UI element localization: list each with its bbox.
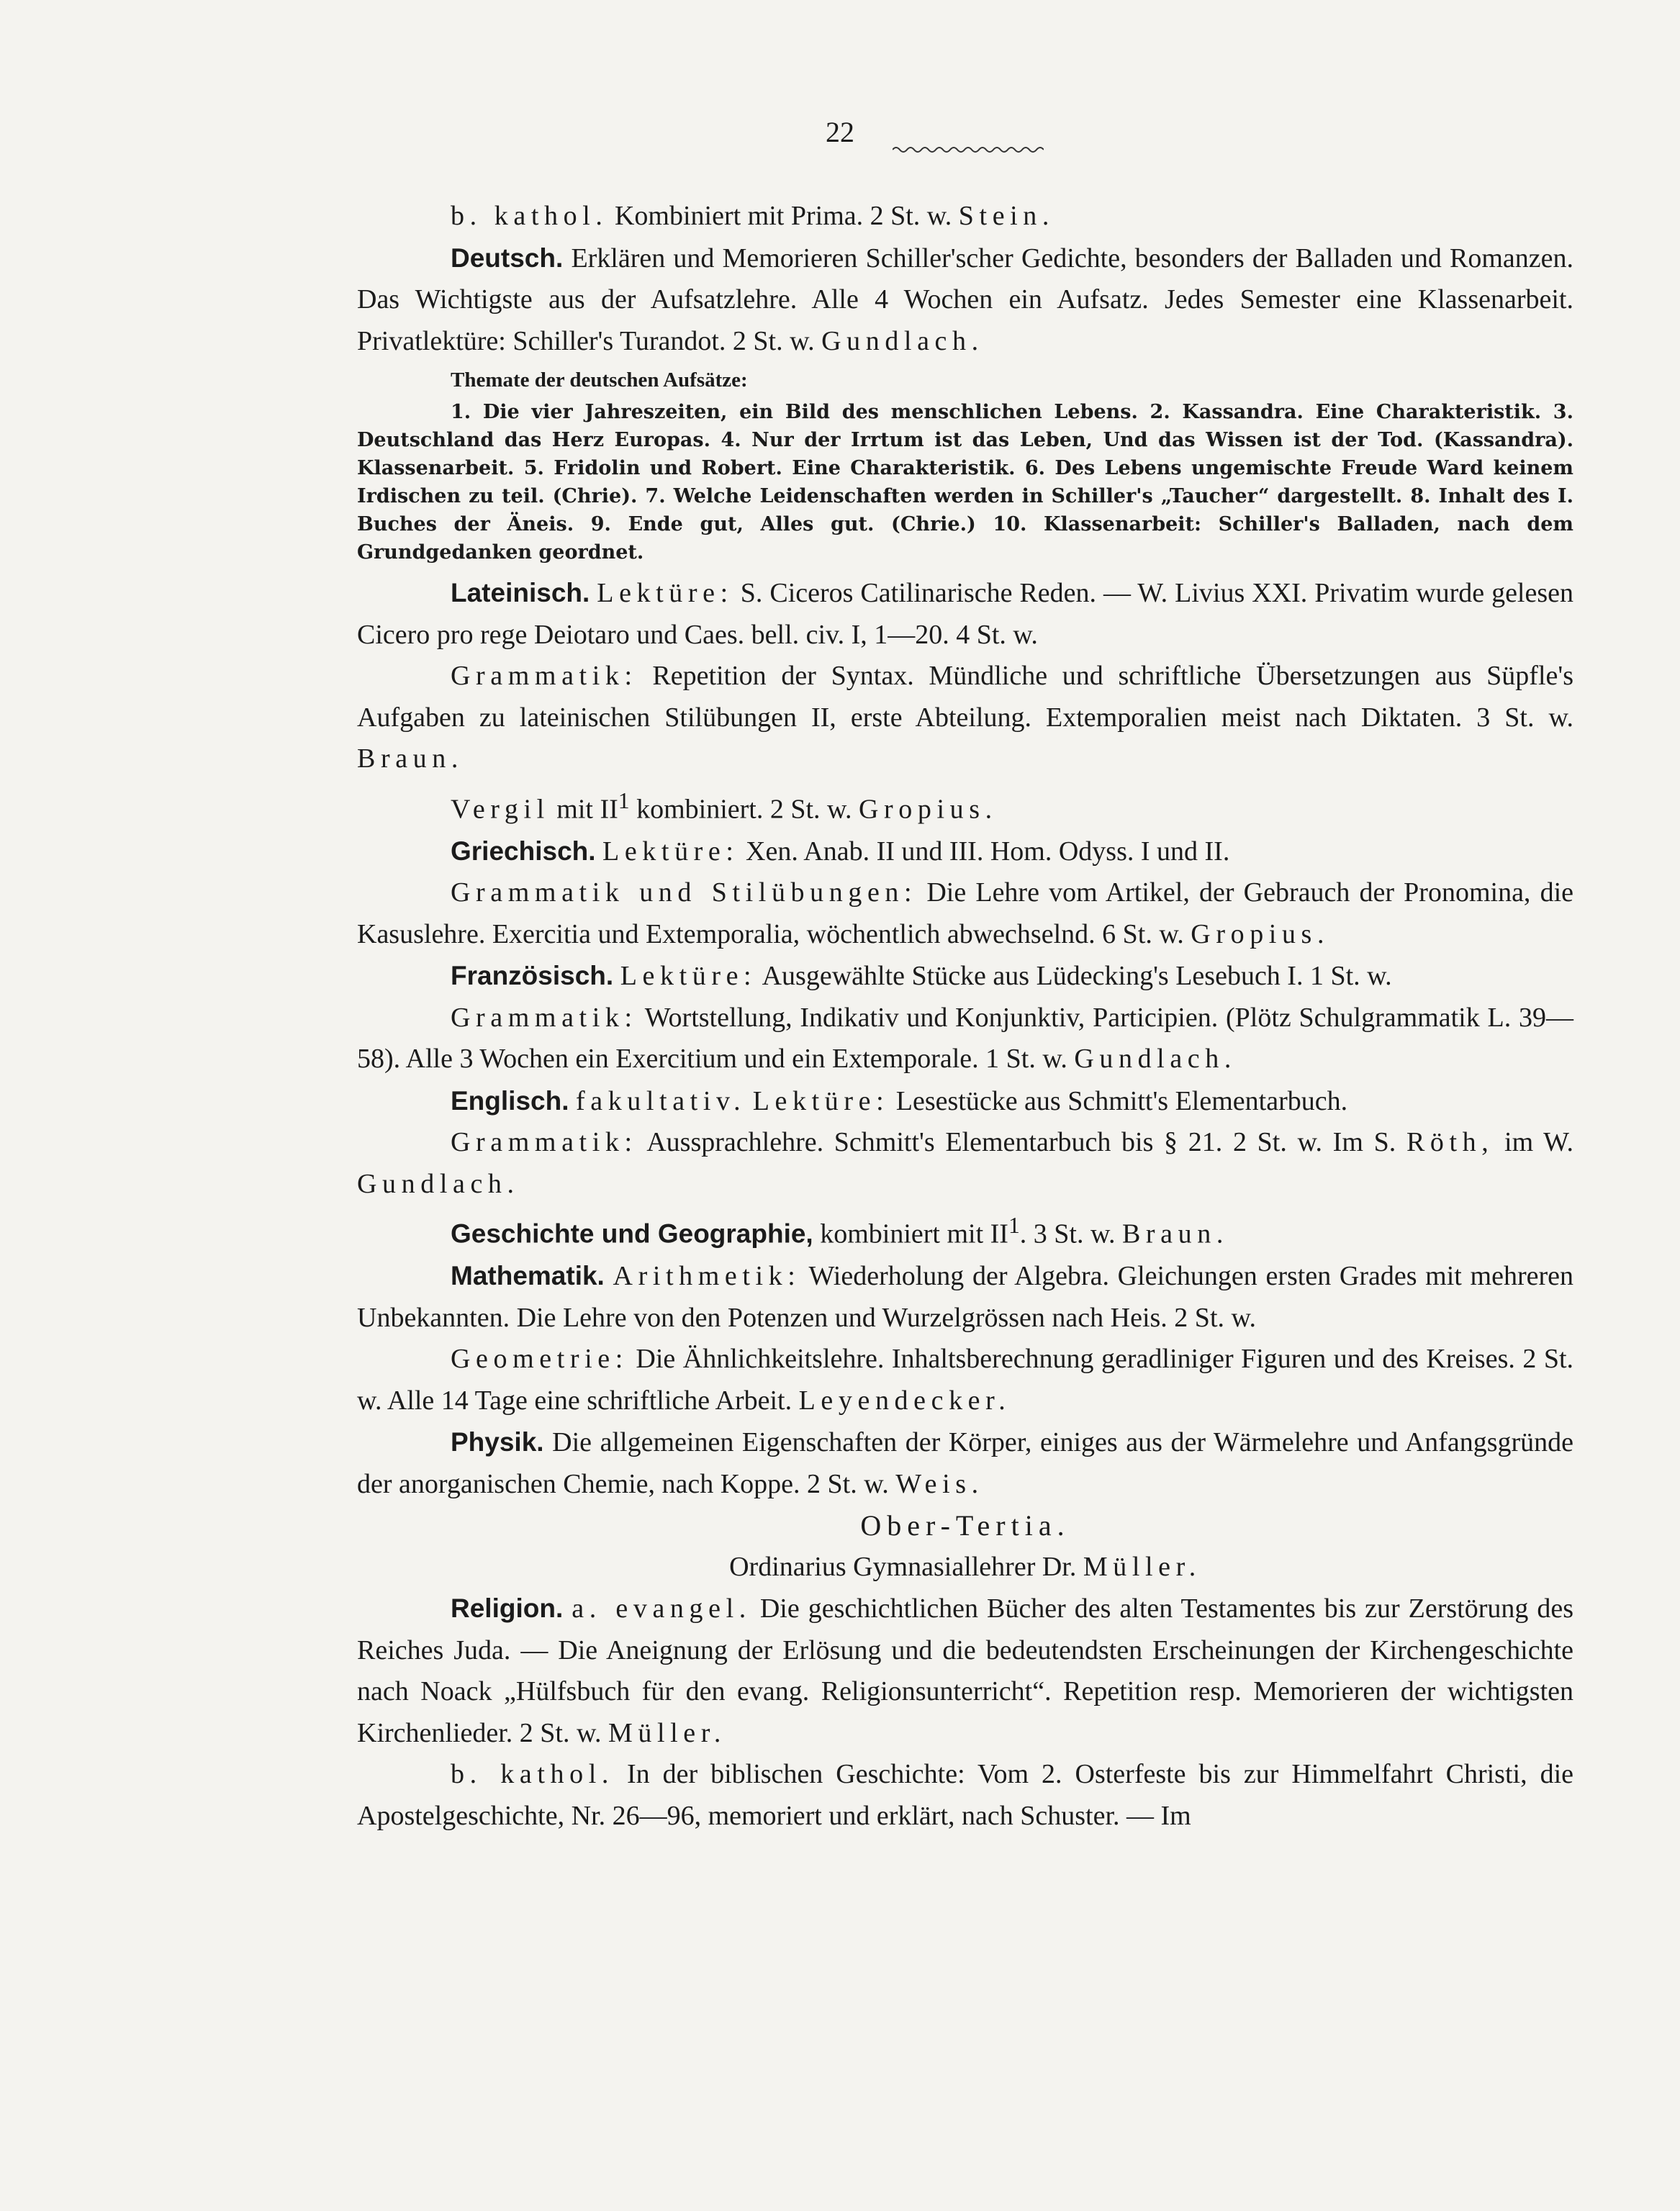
teacher-name: Gropius. xyxy=(859,794,998,825)
teacher-name: Leyendecker. xyxy=(798,1385,1011,1416)
teacher-name: Braun. xyxy=(1121,1218,1229,1249)
text: Aussprachlehre. Schmitt's Elementarbuch bis § 21. 2 St. w. Im S. xyxy=(646,1127,1396,1158)
text: Ausgewählte Stücke aus Lüdecking's Lesebuch I. 1 St. w. xyxy=(762,961,1392,992)
label: Arithmetik: xyxy=(613,1261,801,1292)
text: Die allgemeinen Eigenschaften der Körper, einiges aus der Wärmelehre und Anfangsgründe der anorganischen Chemie, nach Koppe. 2 St. w. xyxy=(357,1427,1574,1499)
subject-heading: Lateinisch. xyxy=(451,578,590,607)
label: Grammatik: xyxy=(451,1002,638,1033)
page-content xyxy=(357,196,1573,1837)
paragraph-kathol-prima xyxy=(357,196,1573,238)
paragraph-deutsch xyxy=(357,238,1573,363)
subject-heading: Mathematik. xyxy=(451,1261,605,1291)
paragraph-physik xyxy=(357,1421,1573,1505)
label: Grammatik und Stilübungen: xyxy=(451,877,918,908)
paragraph-engl-grammatik xyxy=(357,1122,1573,1205)
teacher-name: Müller. xyxy=(1083,1551,1201,1582)
paragraph-math xyxy=(357,1255,1573,1339)
paragraph-latein-grammatik xyxy=(357,656,1573,780)
label: Grammatik: xyxy=(451,661,638,691)
paragraph-franz-grammatik xyxy=(357,998,1573,1080)
text: Repetition der Syntax. Mündliche und schriftliche Übersetzungen aus Süpfle's Aufgaben zu lateinischen Stilübungen II, erste Abteilung. Extemporalien meist nach Diktaten. 3 St. w. xyxy=(357,661,1574,733)
text: In der biblischen Geschichte: Vom 2. Osterfeste bis zur Himmelfahrt Christi, die Apostelgeschichte, Nr. 26—96, memoriert und erklärt, nach Schuster. — Im xyxy=(357,1759,1573,1831)
themes-list: 1. Die vier Jahreszeiten, ein Bild des menschlichen Lebens. 2. Kassandra. Eine Charakteristik. 3. Deutschland das Herz Europas. 4. Nur der Irrtum ist das Leben, Und das Wissen ist der Tod. (Kassandra). Klassenarbeit. 5. Fridolin und Robert. Eine Charakteristik. 6. Des Lebens ungemischte Freude Ward keinem Irdischen zu teil. (Chrie). 7. Welche Leidenschaften werden in Schiller's „Taucher“ dargestellt. 8. Inhalt des I. Buches der Äneis. 9. Ende gut, Alles gut. (Chrie.) 10. Klassenarbeit: Schiller's Balladen, nach dem Grundgedanken geordnet. xyxy=(357,401,1573,564)
paragraph-geschichte xyxy=(357,1205,1573,1255)
superscript: 1 xyxy=(1008,1213,1020,1239)
text: Wiederholung der Algebra. Gleichungen ersten Grades mit mehreren Unbekannten. Die Lehre von den Potenzen und Wurzelgrössen nach Heis. 2 St. w. xyxy=(357,1261,1573,1333)
subject-heading: Physik. xyxy=(451,1427,544,1457)
paragraph-geometrie xyxy=(357,1339,1573,1421)
section-title: Ober-Tertia. xyxy=(860,1509,1070,1542)
paragraph-franz xyxy=(357,955,1573,998)
label: Lektüre: xyxy=(597,578,733,608)
superscript: 1 xyxy=(618,787,630,813)
text: kombiniert mit II xyxy=(820,1218,1008,1249)
label: fakultativ. xyxy=(575,1085,746,1116)
label: Geometrie: xyxy=(451,1344,628,1375)
text: . 3 St. w. xyxy=(1019,1218,1116,1249)
text: S. Ciceros Catilinarische Reden. — W. Livius XXI. Privatim wurde gelesen Cicero pro rege Deiotaro und Caes. bell. civ. I, 1—20. 4 St. w. xyxy=(357,578,1574,650)
teacher-name: Gundlach. xyxy=(357,1168,520,1199)
teacher-name: Weis. xyxy=(895,1468,984,1499)
subject-heading: Englisch. xyxy=(451,1085,569,1116)
subject-heading: Französisch. xyxy=(451,961,614,991)
label: Vergil xyxy=(451,794,550,825)
paragraph-griech xyxy=(357,831,1573,873)
label: Lektüre: xyxy=(620,961,757,992)
subject-heading: Deutsch. xyxy=(451,243,564,273)
teacher-name: Röth, xyxy=(1406,1127,1494,1158)
paragraph-kathol-tertia xyxy=(357,1754,1573,1837)
teacher-name: Stein. xyxy=(958,201,1055,231)
label: b. kathol. xyxy=(451,201,608,231)
ordinarius-line xyxy=(357,1547,1573,1588)
text: Die geschichtlichen Bücher des alten Testamentes bis zur Zerstörung des Reiches Juda. — Die Aneignung der Erlösung und die bedeutendsten Erscheinungen der Kirchengeschichte nach Noack „Hülfsbuch für den evang. Religionsunterricht“. Repetition resp. Memorieren der wichtigsten Kirchenlieder. 2 St. w. xyxy=(357,1593,1574,1748)
text: Wortstellung, Indikativ und Konjunktiv, Participien. (Plötz Schulgrammatik L. 39—58). Alle 3 Wochen ein Exercitium und ein Extemporale. 1 St. w. xyxy=(357,1002,1573,1075)
text: Xen. Anab. II und III. Hom. Odyss. I und II. xyxy=(746,836,1230,867)
themes-title: Themate der deutschen Aufsätze: xyxy=(451,368,748,392)
text: Lesestücke aus Schmitt's Elementarbuch. xyxy=(895,1085,1348,1116)
label: Lektüre: xyxy=(602,836,739,867)
teacher-name: Gropius. xyxy=(1191,918,1330,949)
paragraph-griech-grammatik xyxy=(357,872,1573,955)
text: Die Ähnlichkeitslehre. Inhaltsberechnung geradliniger Figuren und des Kreises. 2 St. w. Alle 14 Tage eine schriftliche Arbeit. xyxy=(357,1344,1574,1416)
label: a. evangel. xyxy=(572,1593,751,1624)
paragraph-engl xyxy=(357,1080,1573,1123)
label: Lektüre: xyxy=(752,1085,890,1116)
text: Ordinarius Gymnasiallehrer Dr. xyxy=(729,1551,1077,1582)
text: Erklären und Memorieren Schiller'scher Gedichte, besonders der Balladen und Romanzen. Das Wichtigste aus der Aufsatzlehre. Alle 4 Wochen ein Aufsatz. Jedes Semester eine Klassenarbeit. Privatlektüre: Schiller's Turandot. 2 St. w. xyxy=(357,243,1573,356)
teacher-name: Gundlach. xyxy=(821,325,984,356)
text: kombiniert. 2 St. w. xyxy=(636,794,852,825)
paragraph-latein xyxy=(357,572,1573,656)
subject-heading: Religion. xyxy=(451,1593,564,1624)
paragraph-religion xyxy=(357,1588,1573,1754)
label: Grammatik: xyxy=(451,1127,638,1158)
subject-heading: Griechisch. xyxy=(451,836,596,866)
teacher-name: Müller. xyxy=(608,1717,726,1748)
teacher-name: Gundlach. xyxy=(1074,1044,1237,1075)
page-number: 22 xyxy=(826,116,854,148)
subject-heading: Geschichte und Geographie, xyxy=(451,1218,813,1249)
decorative-wave-rule xyxy=(893,144,1044,155)
text: mit II xyxy=(556,794,618,825)
paragraph-vergil xyxy=(357,780,1573,831)
text: Kombiniert mit Prima. 2 St. w. xyxy=(614,201,952,231)
teacher-name: Braun. xyxy=(357,743,464,774)
text: Die Lehre vom Artikel, der Gebrauch der Pronomina, die Kasuslehre. Exercitia und Extemporalia, wöchentlich abwechselnd. 6 St. w. xyxy=(357,877,1574,949)
text: im W. xyxy=(1504,1127,1574,1158)
label: b. kathol. xyxy=(451,1759,614,1790)
